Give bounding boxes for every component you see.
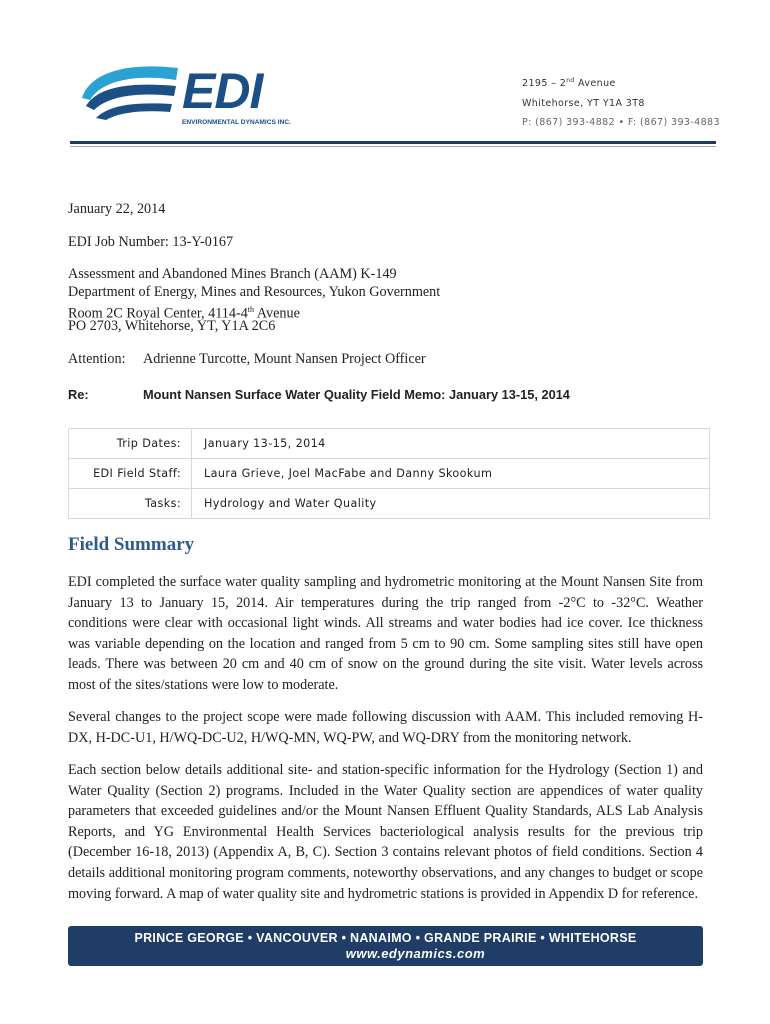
recipient-line-1: Assessment and Abandoned Mines Branch (AAM) K-149 <box>68 266 397 282</box>
job-number: EDI Job Number: 13-Y-0167 <box>68 234 234 250</box>
recipient-line-4: PO 2703, Whitehorse, YT, Y1A 2C6 <box>68 318 276 334</box>
table-row <box>69 429 710 459</box>
footer-banner <box>68 926 703 966</box>
recipient-line-2: Department of Energy, Mines and Resources, Yukon Government <box>68 284 441 300</box>
address-line-2: Whitehorse, YT Y1A 3T8 <box>522 98 645 109</box>
header-rule <box>70 141 716 144</box>
recipient-line-3: Room 2C Royal Center, 4114-4th Avenue <box>68 305 300 322</box>
logo-subtitle: ENVIRONMENTAL DYNAMICS INC. <box>182 119 291 126</box>
paragraph-2: Several changes to the project scope were made following discussion with AAM. This included removing H-DX, H-DC-U1, H/WQ-DC-U2, H/WQ-MN, WQ-PW, and WQ-DRY from the monitoring network. <box>68 709 703 746</box>
re-label: Re: <box>68 387 89 402</box>
logo-wordmark: EDI <box>182 63 263 119</box>
field-staff-value: Laura Grieve, Joel MacFabe and Danny Skookum <box>192 459 710 489</box>
tasks-label: Tasks: <box>69 489 192 519</box>
footer-cities: PRINCE GEORGE • VANCOUVER • NANAIMO • GRANDE PRAIRIE • WHITEHORSE <box>134 931 637 945</box>
letter-date: January 22, 2014 <box>68 201 166 217</box>
header-rule-thin <box>70 146 716 147</box>
table-row <box>69 489 710 519</box>
footer-website: www.edynamics.com <box>345 946 486 961</box>
trip-dates-value: January 13-15, 2014 <box>192 429 710 459</box>
trip-info-table <box>68 428 710 519</box>
re-subject: Mount Nansen Surface Water Quality Field Memo: January 13-15, 2014 <box>143 387 570 402</box>
address-line-1: 2195 – 2nd Avenue <box>522 77 616 90</box>
paragraph-3: Each section below details additional site- and station-specific information for the Hydrology (Section 1) and Water Quality (Section 2) programs. Included in the Water Quality section are appendices of water quality parameters that exceeded guidelines and/or the Mount Nansen Effluent Quality Standards, ALS Lab Analysis Reports, and YG Environmental Health Services bacteriological analysis results for the previous trip (December 16-18, 2013) (Appendix A, B, C). Section 3 contains relevant photos of field conditions. Section 4 details additional monitoring program comments, noteworthy observations, and any changes to budget or scope moving forward. A map of water quality site and hydrometric stations is provided in Appendix D for reference. <box>68 762 703 902</box>
edi-logo <box>80 58 320 130</box>
tasks-value: Hydrology and Water Quality <box>192 489 710 519</box>
attention-value: Adrienne Turcotte, Mount Nansen Project Officer <box>143 351 426 367</box>
field-staff-label: EDI Field Staff: <box>69 459 192 489</box>
phone-fax-line: P: (867) 393-4882 • F: (867) 393-4883 <box>522 117 720 128</box>
paragraph-1: EDI completed the surface water quality sampling and hydrometric monitoring at the Mount Nansen Site from January 13 to January 15, 2014. Air temperatures during the trip ranged from -2°C to -32°C. Weather conditions were clear with occasional light winds. All streams and water bodies had ice cover. Ice thickness was variable depending on the location and ranged from 5 cm to 90 cm. Some sampling sites still have open leads. There was between 20 cm and 40 cm of snow on the ground during the site visit. Water levels across most of the sites/stations were low to moderate. <box>68 574 703 693</box>
table-row <box>69 459 710 489</box>
trip-dates-label: Trip Dates: <box>69 429 192 459</box>
attention-label: Attention: <box>68 351 126 367</box>
section-heading: Field Summary <box>68 534 195 555</box>
